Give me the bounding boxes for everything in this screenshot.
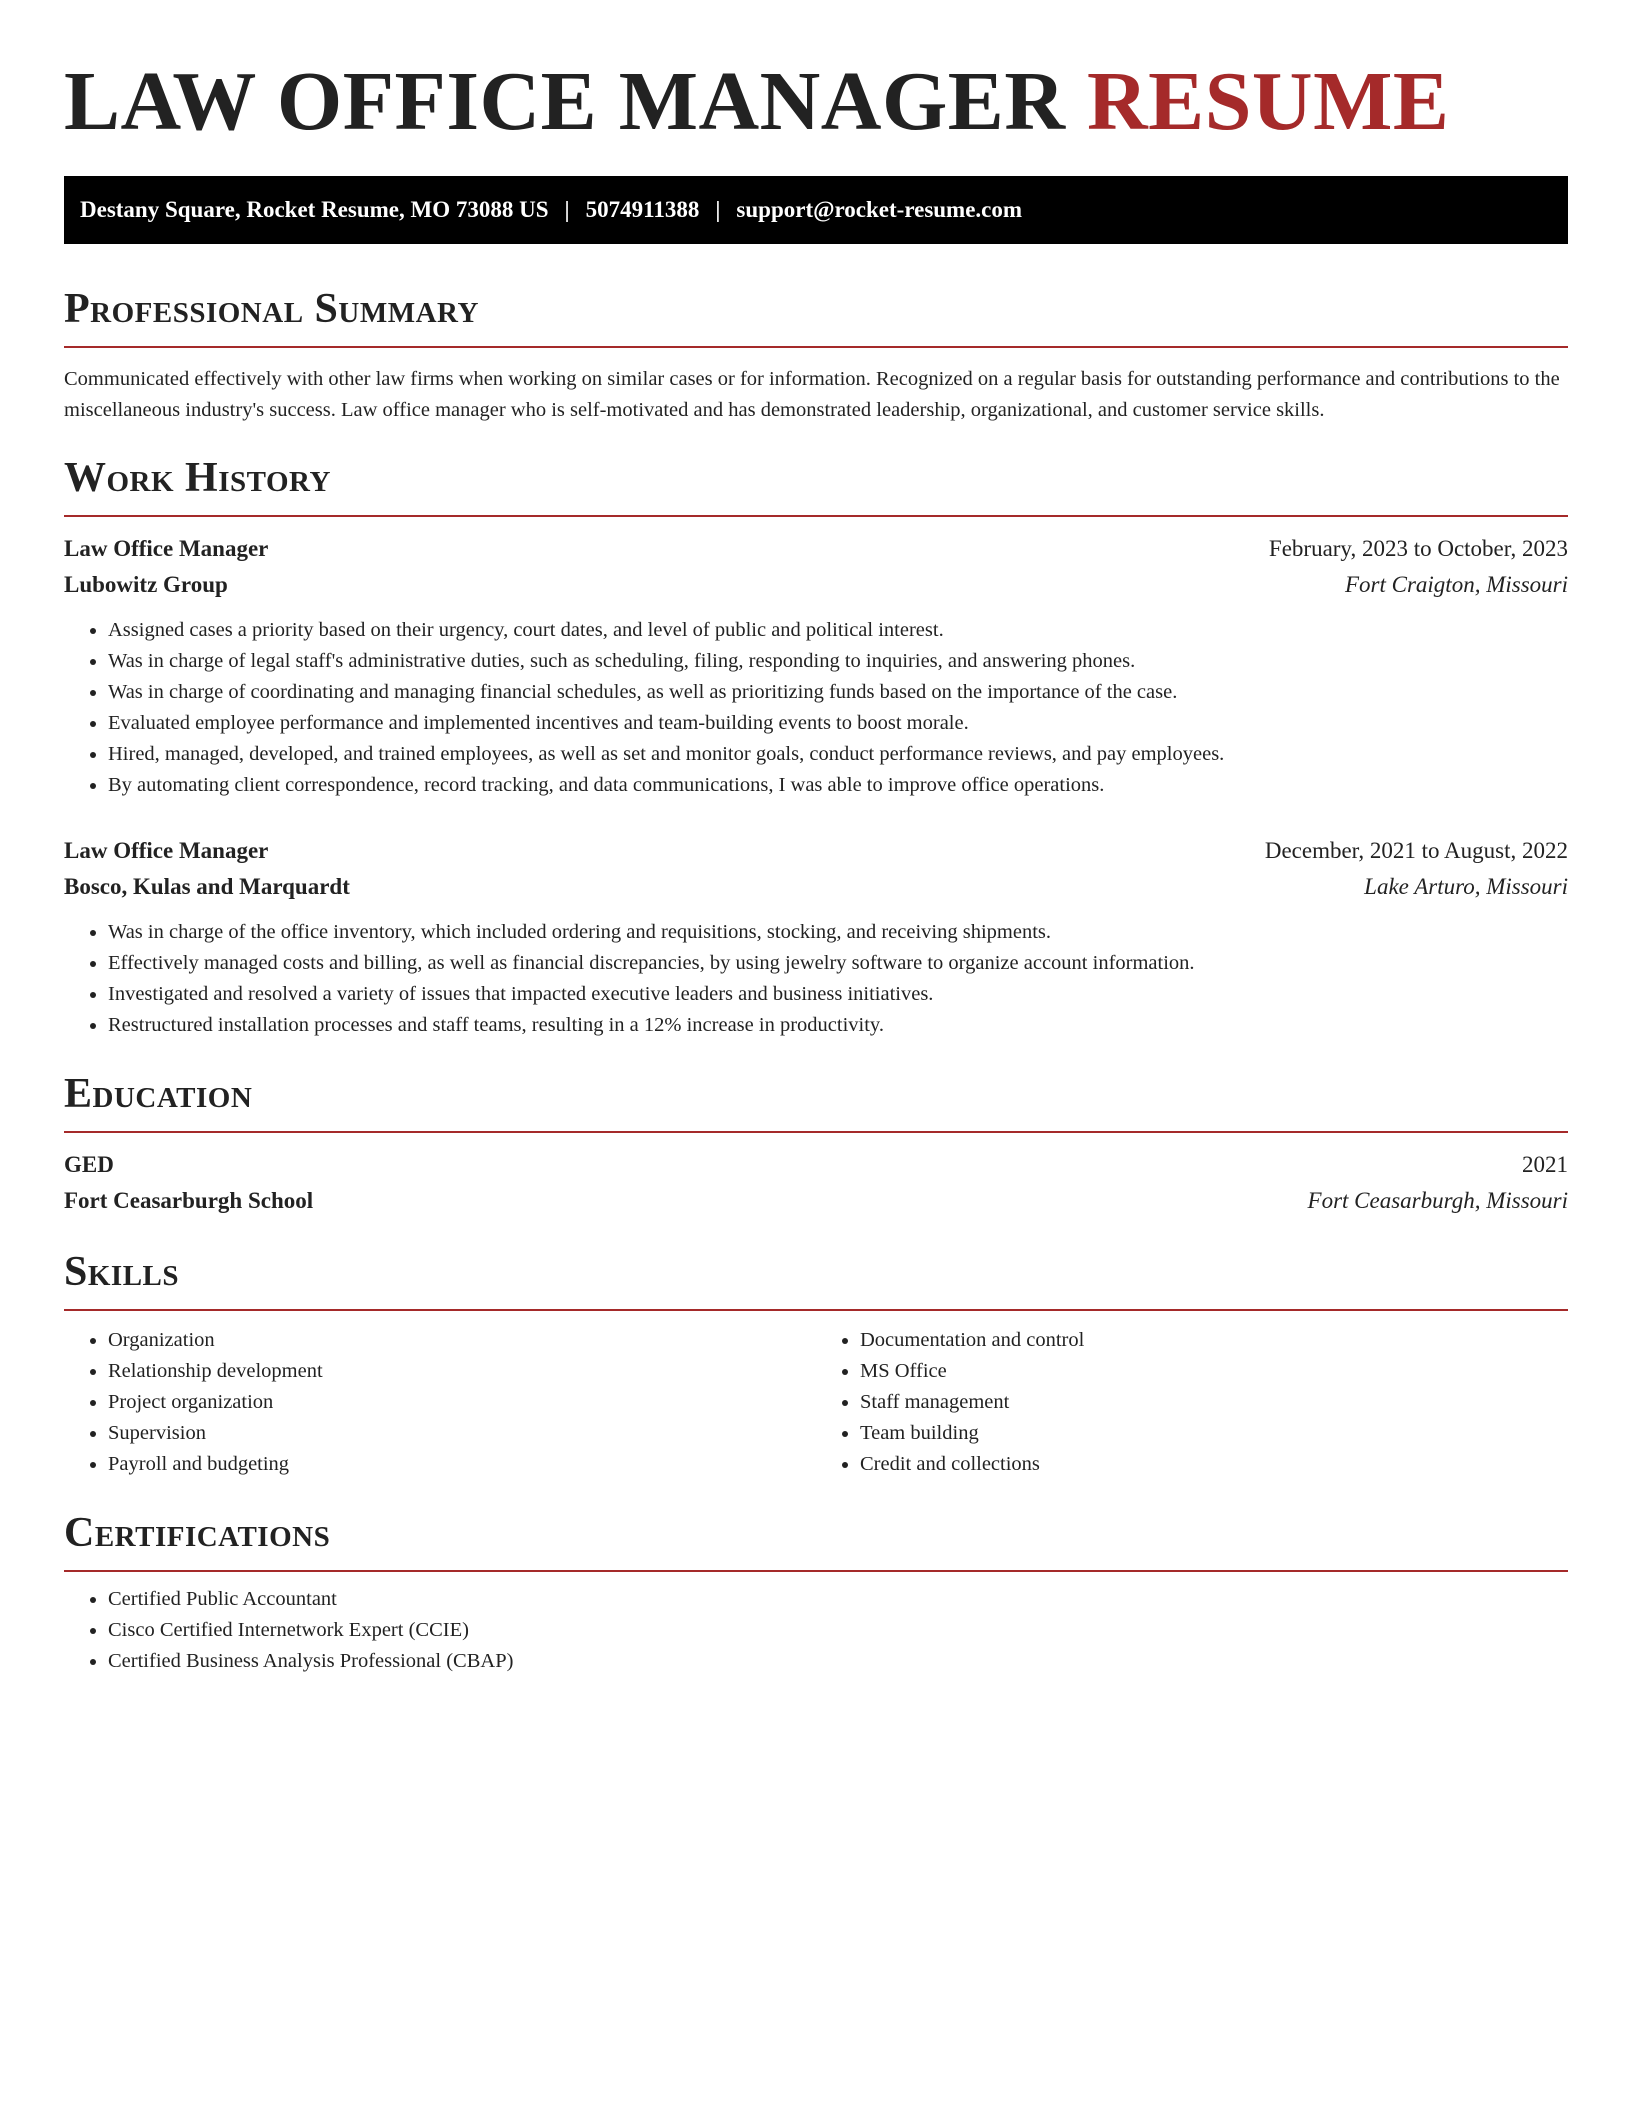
- skills-section: [64, 1247, 1568, 1480]
- job-location: Lake Arturo, Missouri: [1364, 874, 1568, 899]
- job-header-row: [64, 531, 1568, 567]
- summary-heading: Professional Summary: [64, 286, 479, 332]
- title-accent: RESUME: [1087, 55, 1450, 148]
- section-divider: [64, 346, 1568, 348]
- job-bullets: [64, 615, 1568, 801]
- education-location: Fort Ceasarburgh, Missouri: [1307, 1188, 1568, 1213]
- resume-title: [64, 52, 1568, 152]
- contact-separator: |: [715, 197, 721, 222]
- education-school-row: [64, 1183, 1568, 1219]
- education-entry: [64, 1147, 1568, 1219]
- certifications-section: [64, 1508, 1568, 1677]
- certifications-list: [64, 1584, 1568, 1677]
- list-item: • Team building: [860, 1418, 1568, 1449]
- job-company: Lubowitz Group: [64, 572, 228, 597]
- title-main: LAW OFFICE MANAGER: [64, 55, 1066, 148]
- list-item: • Was in charge of coordinating and managing financial schedules, as well as prioritizing funds based on the importance of the case.: [108, 677, 1568, 708]
- list-item: • MS Office: [860, 1356, 1568, 1387]
- list-item: • Restructured installation processes and staff teams, resulting in a 12% increase in productivity.: [108, 1010, 1568, 1041]
- job-company: Bosco, Kulas and Marquardt: [64, 874, 350, 899]
- work-history-heading: Work History: [64, 455, 331, 501]
- summary-text: Communicated effectively with other law firms when working on similar cases or for information. Recognized on a regular basis for outstanding performance and contributions to the miscellaneous industry's success. Law office manager who is self-motivated and has demonstrated leadership, organizational, and customer service skills.: [64, 368, 1560, 421]
- job-bullets: [64, 917, 1568, 1041]
- list-item: • Supervision: [108, 1418, 816, 1449]
- list-item: • Relationship development: [108, 1356, 816, 1387]
- skills-column-left: [64, 1325, 816, 1480]
- work-history-section: [64, 453, 1568, 1041]
- skills-grid: [64, 1325, 1568, 1480]
- list-item: • Project organization: [108, 1387, 816, 1418]
- education-section: [64, 1069, 1568, 1219]
- list-item: • Payroll and budgeting: [108, 1449, 816, 1480]
- list-item: • Cisco Certified Internetwork Expert (CCIE): [108, 1615, 1568, 1646]
- job-company-row: [64, 869, 1568, 905]
- education-header-row: [64, 1147, 1568, 1183]
- list-item: • Certified Public Accountant: [108, 1584, 1568, 1615]
- education-year: 2021: [1522, 1152, 1568, 1177]
- job-role: Law Office Manager: [64, 536, 269, 561]
- summary-section: [64, 284, 1568, 425]
- contact-bar: [64, 176, 1568, 244]
- education-heading: Education: [64, 1071, 253, 1117]
- list-item: • Documentation and control: [860, 1325, 1568, 1356]
- job-entry: [64, 531, 1568, 801]
- education-degree: GED: [64, 1152, 114, 1177]
- list-item: • By automating client correspondence, record tracking, and data communications, I was able to improve office operations.: [108, 770, 1568, 801]
- education-school: Fort Ceasarburgh School: [64, 1188, 314, 1213]
- contact-email: support@rocket-resume.com: [736, 197, 1023, 222]
- job-header-row: [64, 833, 1568, 869]
- job-company-row: [64, 567, 1568, 603]
- list-item: • Effectively managed costs and billing, as well as financial discrepancies, by using jewelry software to organize account information.: [108, 948, 1568, 979]
- job-entry: [64, 833, 1568, 1041]
- list-item: • Investigated and resolved a variety of issues that impacted executive leaders and business initiatives.: [108, 979, 1568, 1010]
- list-item: • Was in charge of the office inventory, which included ordering and requisitions, stocking, and receiving shipments.: [108, 917, 1568, 948]
- certifications-heading: Certifications: [64, 1510, 331, 1556]
- contact-phone: 5074911388: [585, 197, 700, 222]
- skills-column-right: [816, 1325, 1568, 1480]
- job-dates: February, 2023 to October, 2023: [1268, 536, 1568, 561]
- list-item: • Staff management: [860, 1387, 1568, 1418]
- list-item: • Was in charge of legal staff's administrative duties, such as scheduling, filing, responding to inquiries, and answering phones.: [108, 646, 1568, 677]
- list-item: • Evaluated employee performance and implemented incentives and team-building events to boost morale.: [108, 708, 1568, 739]
- contact-address: Destany Square, Rocket Resume, MO 73088 US: [80, 197, 549, 222]
- skills-heading: Skills: [64, 1249, 180, 1295]
- contact-separator: |: [564, 197, 570, 222]
- section-divider: [64, 1131, 1568, 1133]
- list-item: • Credit and collections: [860, 1449, 1568, 1480]
- section-divider: [64, 515, 1568, 517]
- list-item: • Organization: [108, 1325, 816, 1356]
- job-role: Law Office Manager: [64, 838, 269, 863]
- list-item: • Assigned cases a priority based on their urgency, court dates, and level of public and political interest.: [108, 615, 1568, 646]
- section-divider: [64, 1309, 1568, 1311]
- list-item: • Certified Business Analysis Professional (CBAP): [108, 1646, 1568, 1677]
- list-item: • Hired, managed, developed, and trained employees, as well as set and monitor goals, conduct performance reviews, and pay employees.: [108, 739, 1568, 770]
- section-divider: [64, 1570, 1568, 1572]
- job-location: Fort Craigton, Missouri: [1344, 572, 1568, 597]
- job-dates: December, 2021 to August, 2022: [1264, 838, 1568, 863]
